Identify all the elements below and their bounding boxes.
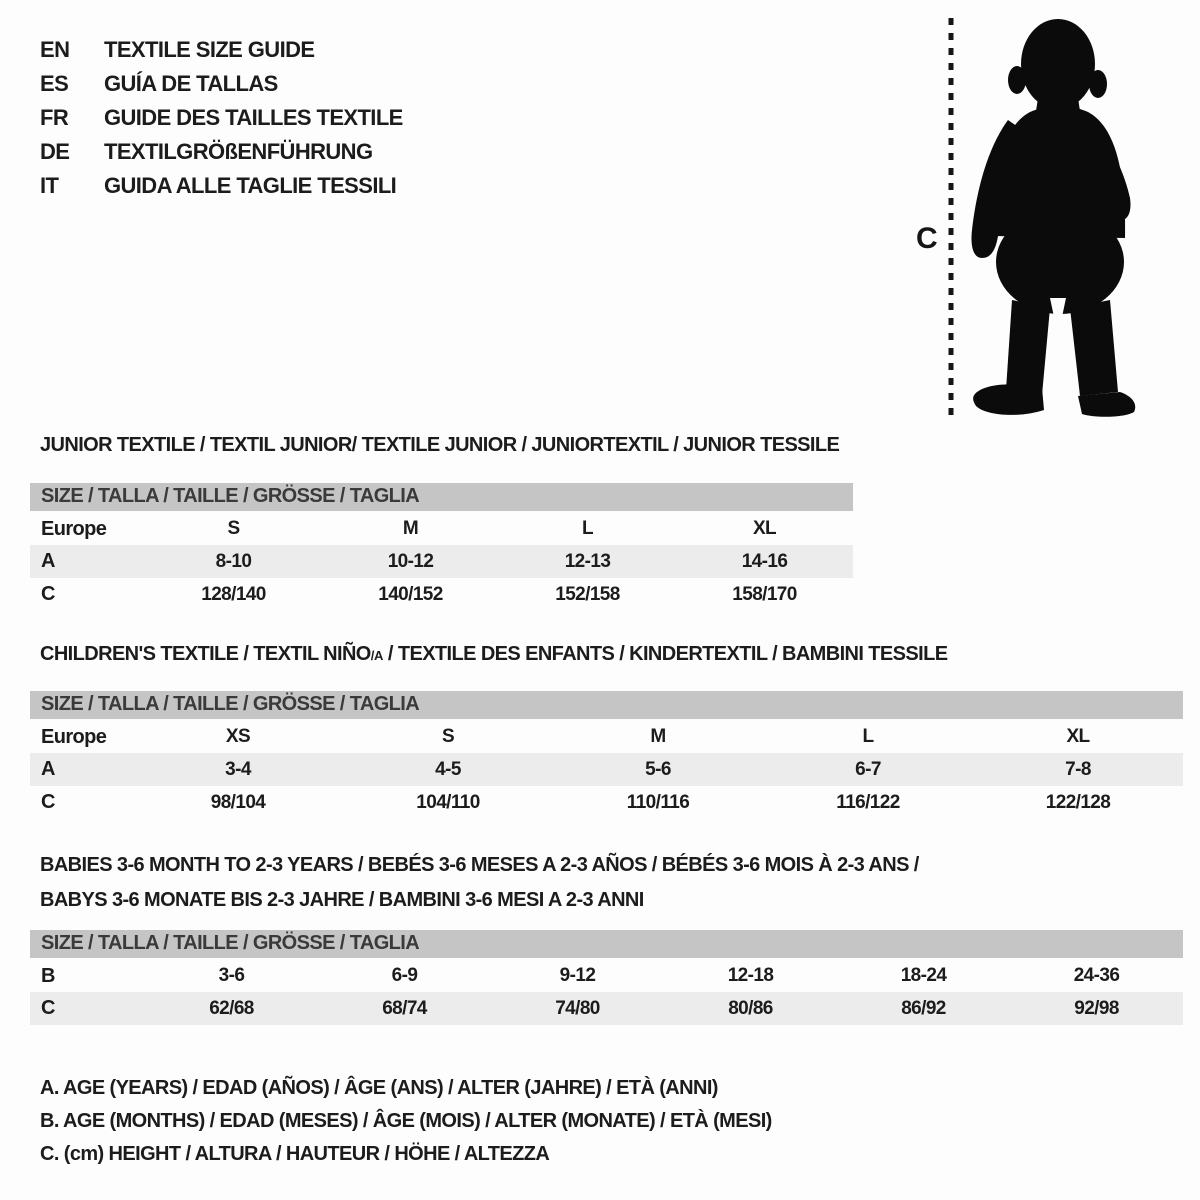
row-label: C (41, 583, 55, 605)
table-cell: 68/74 (318, 992, 491, 1025)
table-cell: 116/122 (836, 791, 900, 813)
table-cell: 7-8 (973, 753, 1183, 786)
table-cell: L (862, 726, 874, 748)
language-row (40, 67, 403, 101)
row-label: C (41, 791, 55, 813)
table-cell: 128/140 (201, 583, 266, 605)
table-cell: 6-7 (763, 753, 973, 786)
table-cell: 12-13 (499, 545, 676, 578)
toddler-silhouette-icon (971, 19, 1135, 417)
table-row (30, 545, 853, 578)
table-cell: 158/170 (732, 583, 797, 605)
language-code: EN (40, 37, 70, 62)
children-section-title (40, 642, 947, 668)
table-cell: 152/158 (555, 583, 620, 605)
language-title-list (40, 33, 403, 203)
size-header-row (30, 483, 853, 512)
table-cell: XL (752, 518, 777, 540)
table-cell: 62/68 (145, 992, 318, 1025)
table-cell: 104/110 (416, 791, 480, 813)
table-row (30, 992, 1183, 1025)
table-cell: 14-16 (676, 545, 853, 578)
table-cell: S (441, 726, 455, 748)
table-cell: 122/128 (1045, 791, 1111, 813)
language-code: IT (40, 173, 59, 198)
table-cell: XL (1066, 726, 1090, 748)
guide-title: GUÍA DE TALLAS (104, 71, 278, 96)
table-cell: 6-9 (391, 965, 418, 987)
table-row (30, 786, 1183, 819)
table-cell: 92/98 (1010, 992, 1183, 1025)
language-row (40, 101, 403, 135)
children-title-text: CHILDREN'S TEXTILE / TEXTIL NIÑO (40, 643, 371, 665)
height-measure-figure (880, 0, 1200, 440)
table-cell: 12-18 (727, 965, 774, 987)
table-row (30, 720, 1183, 753)
table-row (30, 512, 853, 545)
children-title-text: / TEXTILE DES ENFANTS / KINDERTEXTIL / BAMBINI TESSILE (382, 643, 948, 665)
size-header: SIZE / TALLA / TAILLE / GRÖSSE / TAGLIA (30, 483, 853, 512)
babies-section-title (40, 848, 919, 918)
table-cell: 9-12 (559, 965, 596, 987)
table-row (30, 959, 1183, 992)
table-cell: 3-6 (218, 965, 245, 987)
guide-title: GUIDA ALLE TAGLIE TESSILI (104, 173, 397, 198)
row-label: C (30, 992, 145, 1025)
height-measure-label: C (916, 222, 938, 255)
language-code: ES (40, 71, 69, 96)
size-header: SIZE / TALLA / TAILLE / GRÖSSE / TAGLIA (30, 691, 1183, 720)
legend-line-c: C. (cm) HEIGHT / ALTURA / HAUTEUR / HÖHE / ALTEZZA (40, 1143, 550, 1165)
size-header-row (30, 691, 1183, 720)
table-cell: 110/116 (626, 791, 690, 813)
babies-size-table (30, 930, 1183, 1025)
table-cell: 98/104 (210, 791, 266, 813)
measurement-legend (40, 1072, 772, 1171)
table-cell: 5-6 (553, 753, 763, 786)
row-label: A (30, 753, 133, 786)
babies-title-line1: BABIES 3-6 MONTH TO 2-3 YEARS / BEBÉS 3-6 MESES A 2-3 AÑOS / BÉBÉS 3-6 MOIS À 2-3 ANS / (40, 854, 919, 876)
guide-title: TEXTILE SIZE GUIDE (104, 37, 315, 62)
legend-line-b: B. AGE (MONTHS) / EDAD (MESES) / ÂGE (MOIS) / ALTER (MONATE) / ETÀ (MESI) (40, 1110, 772, 1132)
junior-size-table (30, 483, 853, 611)
babies-title-line2: BABYS 3-6 MONATE BIS 2-3 JAHRE / BAMBINI 3-6 MESI A 2-3 ANNI (40, 889, 644, 911)
table-row (30, 753, 1183, 786)
size-header: SIZE / TALLA / TAILLE / GRÖSSE / TAGLIA (30, 930, 1183, 959)
children-title-subscript: /A (370, 648, 383, 663)
table-cell: 10-12 (322, 545, 499, 578)
language-code: DE (40, 139, 70, 164)
row-label: B (41, 964, 55, 987)
table-cell: 3-4 (133, 753, 343, 786)
table-cell: 18-24 (900, 965, 947, 987)
table-cell: M (402, 518, 419, 540)
table-cell: 80/86 (664, 992, 837, 1025)
legend-line-a: A. AGE (YEARS) / EDAD (AÑOS) / ÂGE (ANS) / ALTER (JAHRE) / ETÀ (ANNI) (40, 1077, 718, 1099)
junior-section-title: JUNIOR TEXTILE / TEXTIL JUNIOR/ TEXTILE JUNIOR / JUNIORTEXTIL / JUNIOR TESSILE (40, 434, 840, 456)
language-row (40, 33, 403, 67)
table-cell: XS (225, 726, 251, 748)
size-header-row (30, 930, 1183, 959)
table-cell: L (581, 518, 593, 540)
row-label: Europe (41, 725, 107, 748)
language-row (40, 169, 403, 203)
table-cell: 4-5 (343, 753, 553, 786)
table-row (30, 578, 853, 611)
toddler-silhouette-svg (880, 0, 1200, 440)
language-row (40, 135, 403, 169)
table-cell: 86/92 (837, 992, 1010, 1025)
table-cell: 24-36 (1073, 965, 1120, 987)
table-cell: 8-10 (145, 545, 322, 578)
children-size-table (30, 691, 1183, 819)
guide-title: TEXTILGRÖßENFÜHRUNG (104, 139, 373, 164)
table-cell: 140/152 (378, 583, 443, 605)
table-cell: M (650, 726, 666, 748)
row-label: A (30, 545, 145, 578)
table-cell: S (227, 518, 240, 540)
language-code: FR (40, 105, 69, 130)
row-label: Europe (41, 517, 107, 540)
table-cell: 74/80 (491, 992, 664, 1025)
guide-title: GUIDE DES TAILLES TEXTILE (104, 105, 403, 130)
